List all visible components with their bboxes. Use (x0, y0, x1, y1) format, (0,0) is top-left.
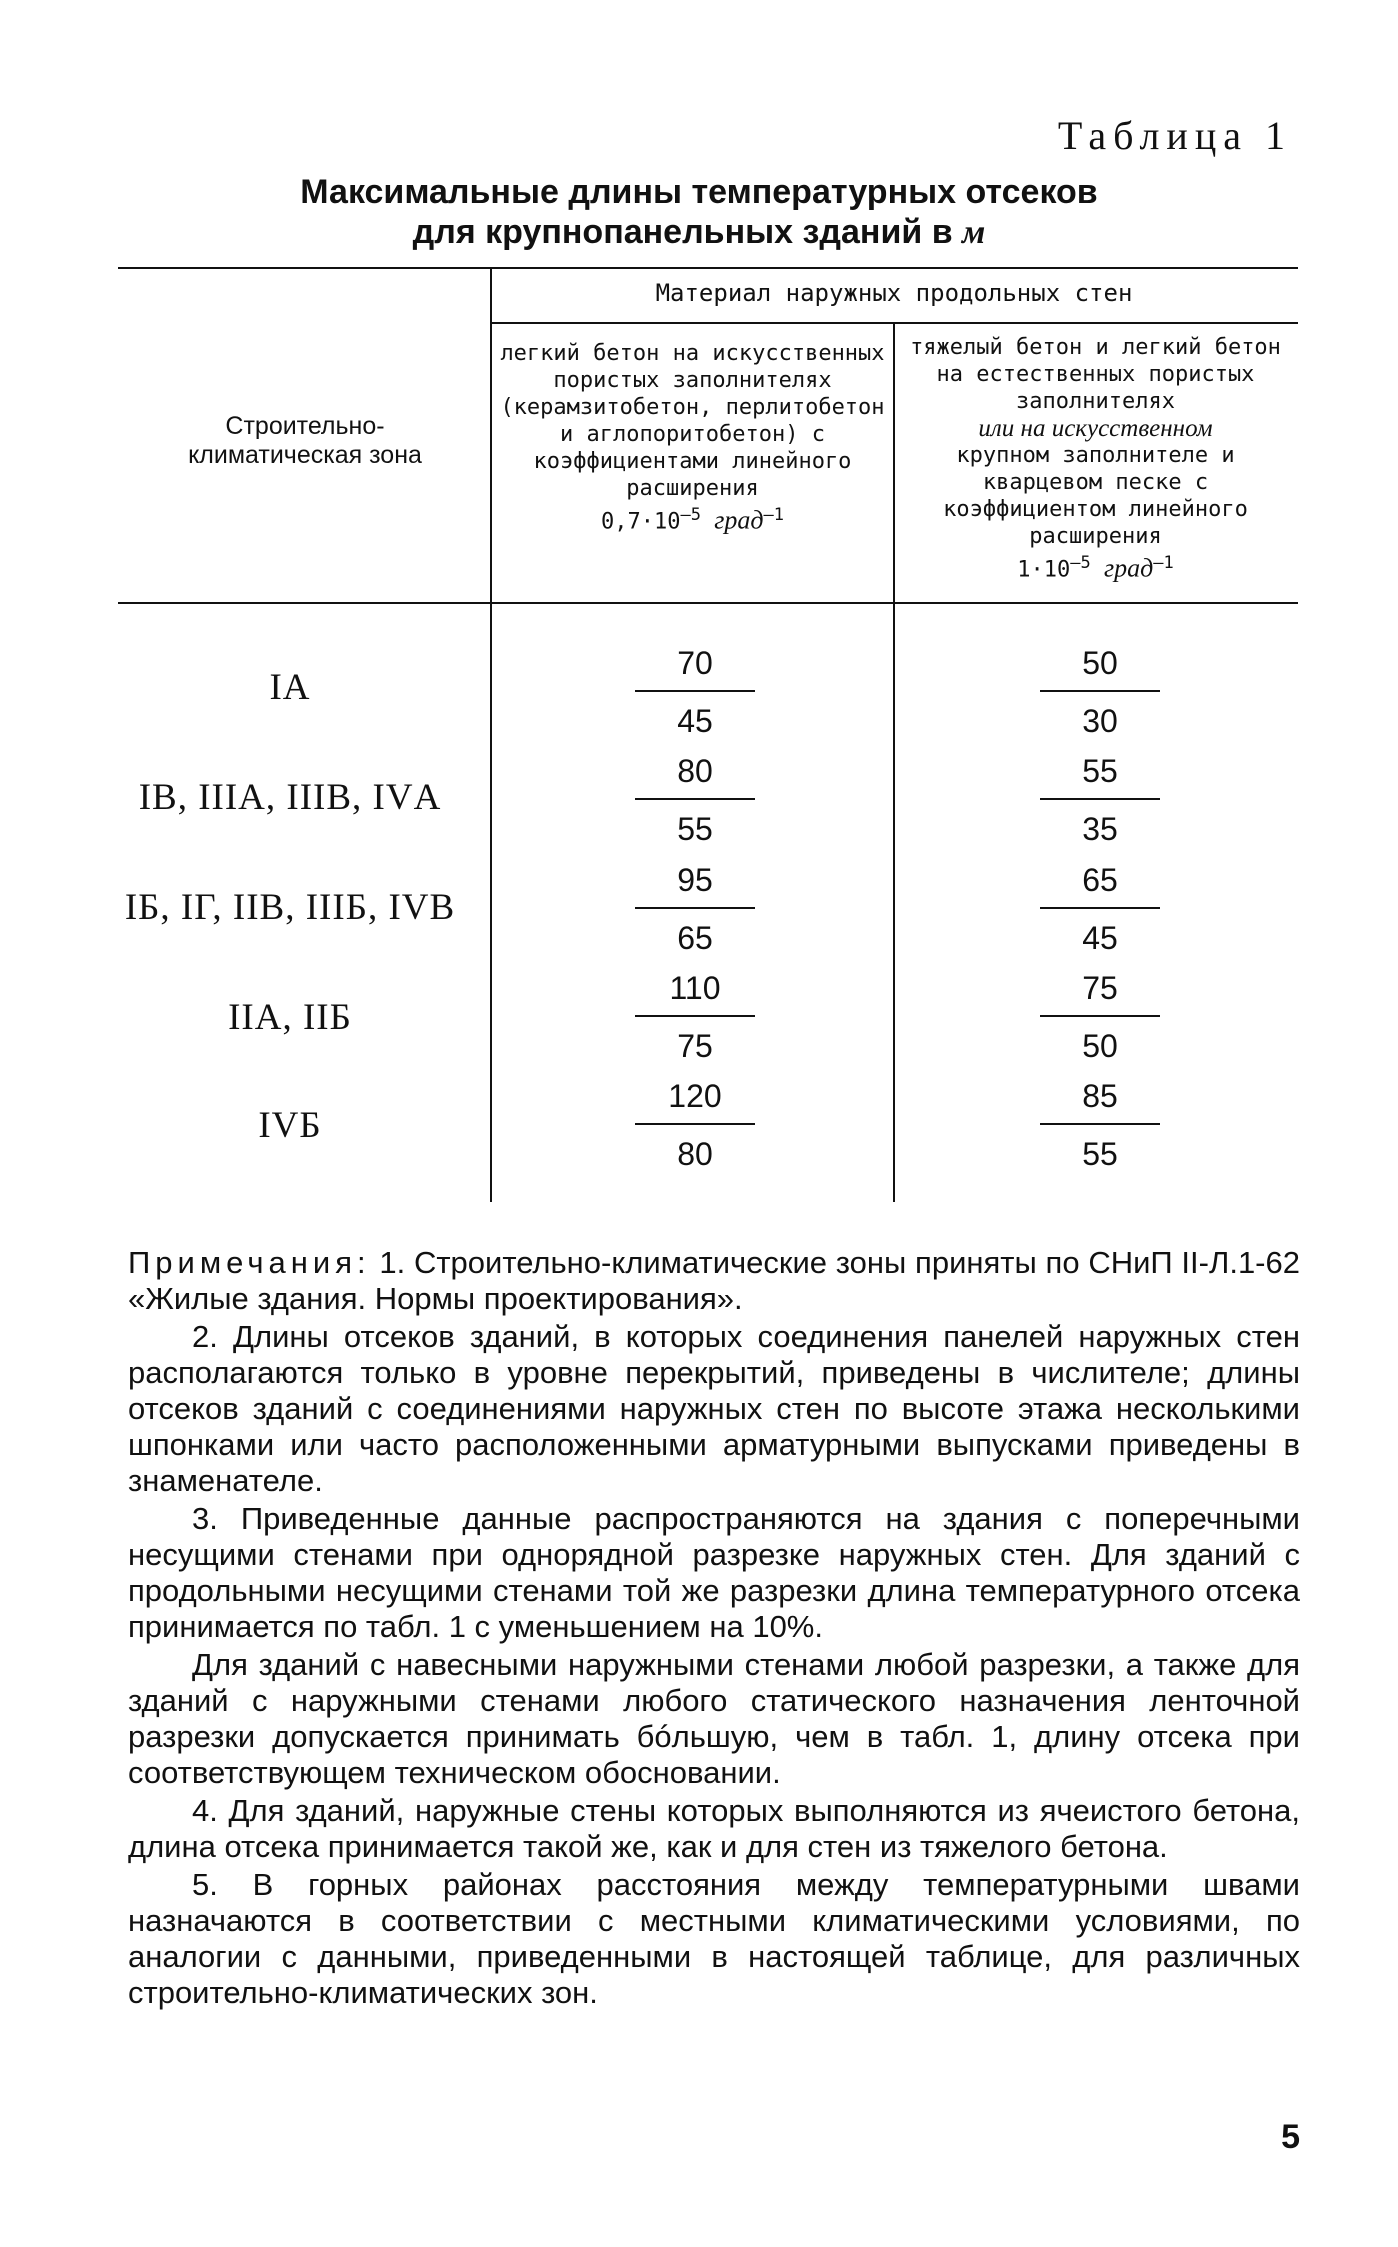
fraction-bar (1040, 1123, 1160, 1125)
table-vline-left (490, 267, 492, 1202)
note-3-continuation: Для зданий с навесными наружными стенами любой разрезки, а также для зданий с наружными стенами любого статического назначения ленточной разрезки допускается принимать бóльшую, чем в табл. 1, длину отсека при соответствующем техническом обосновании. (128, 1647, 1300, 1790)
numerator: 110 (669, 970, 721, 1006)
column2-header-text-c: крупном заполнителе и кварцевом песке с коэффициентом линейного расширения (943, 443, 1248, 549)
table-title (0, 172, 1398, 253)
numerator: 55 (1082, 753, 1118, 789)
fraction-col1 (635, 965, 755, 1069)
fraction-col2 (1040, 857, 1160, 961)
numerator: 70 (677, 645, 713, 681)
zone-cell: IА (269, 667, 311, 708)
numerator: 65 (1082, 862, 1118, 898)
note-2: 2. Длины отсеков зданий, в которых соединения панелей наружных стен располагаются только в уровне перекрытий, приведены в числителе; длины отсеков зданий с соединениями наружных стен по высоте этажа несколькими шпонками или часто расположенными арматурными выпусками приведены в знаменателе. (128, 1319, 1300, 1498)
zone-cell: IIА, IIБ (228, 997, 352, 1038)
zone-column-header: Строительно-климатическая зона (188, 412, 422, 469)
fraction-col2 (1040, 748, 1160, 852)
zone-cell: IВ, IIIА, IIIВ, IVА (138, 777, 442, 818)
denominator: 65 (677, 920, 713, 956)
fraction-col2 (1040, 965, 1160, 1069)
column1-coefficient: $0,7\cdot 10^{—5}$ град$^{—1}$ (601, 505, 784, 535)
numerator: 50 (1082, 645, 1118, 681)
denominator: 45 (677, 703, 713, 739)
title-unit: м (962, 214, 986, 251)
notes-label: Примечания: (128, 1245, 371, 1280)
column1-header-text: легкий бетон на искусственных пористых заполнителях (керамзитобетон, перлитобетон и аглопоритобетон) с коэффициентами линейного расширения (500, 341, 885, 501)
denominator: 55 (677, 811, 713, 847)
denominator: 30 (1082, 703, 1118, 739)
table-label: Таблица 1 (1057, 113, 1292, 158)
fraction-col1 (635, 1073, 755, 1177)
table-vline-mid (893, 322, 895, 1202)
page-number: 5 (1281, 2118, 1300, 2156)
table-top-rule (118, 267, 1298, 269)
note-5: 5. В горных районах расстояния между температурными швами назначаются в соответствии с местными климатическими условиями, по аналогии с данными, приведенными в настоящей таблице, для различных строительно-климатических зон. (128, 1867, 1300, 2010)
numerator: 95 (677, 862, 713, 898)
fraction-col1 (635, 748, 755, 852)
column1-header (500, 340, 885, 535)
fraction-bar (1040, 798, 1160, 800)
denominator: 75 (677, 1028, 713, 1064)
notes-section (128, 1245, 1300, 2013)
header-bottom-rule (118, 602, 1298, 604)
fraction-bar (1040, 907, 1160, 909)
fraction-bar (635, 1015, 755, 1017)
table-title-line2: для крупнопанельных зданий в м (412, 213, 986, 251)
note-4: 4. Для зданий, наружные стены которых выполняются из ячеистого бетона, длина отсека принимается такой же, как и для стен из тяжелого бетона. (128, 1793, 1300, 1864)
note-1: Примечания: 1. Строительно-климатические зоны приняты по СНиП II-Л.1-62 «Жилые здания. Нормы проектирования». (128, 1245, 1300, 1316)
fraction-bar (635, 1123, 755, 1125)
zone-cell: IБ, IГ, IIВ, IIIБ, IVВ (124, 887, 456, 928)
denominator: 35 (1082, 811, 1118, 847)
column2-coefficient: $1\cdot 10^{—5}$ град$^{—1}$ (1017, 553, 1174, 583)
fraction-bar (635, 798, 755, 800)
column2-header-text-b: или на искусственном (978, 415, 1213, 442)
numerator: 75 (1082, 970, 1118, 1006)
denominator: 55 (1082, 1136, 1118, 1172)
fraction-col1 (635, 640, 755, 744)
fraction-bar (1040, 690, 1160, 692)
numerator: 80 (677, 753, 713, 789)
denominator: 45 (1082, 920, 1118, 956)
fraction-bar (635, 690, 755, 692)
denominator: 50 (1082, 1028, 1118, 1064)
denominator: 80 (677, 1136, 713, 1172)
numerator: 85 (1082, 1078, 1118, 1114)
fraction-bar (635, 907, 755, 909)
material-header: Материал наружных продольных стен (655, 279, 1133, 307)
note-3: 3. Приведенные данные распространяются на здания с поперечными несущими стенами при однорядной разрезке наружных стен. Для зданий с продольными несущими стенами той же разрезки длина температурного отсека принимается по табл. 1 с уменьшением на 10%. (128, 1501, 1300, 1644)
fraction-col2 (1040, 640, 1160, 744)
zone-cell: IVБ (258, 1105, 322, 1146)
fraction-col2 (1040, 1073, 1160, 1177)
fraction-col1 (635, 857, 755, 961)
fraction-bar (1040, 1015, 1160, 1017)
column2-header-text-a: тяжелый бетон и легкий бетон на естественных пористых заполнителях (910, 335, 1281, 414)
table-title-line1: Максимальные длины температурных отсеков (300, 173, 1098, 211)
numerator: 120 (668, 1078, 722, 1114)
column2-header (903, 334, 1288, 583)
